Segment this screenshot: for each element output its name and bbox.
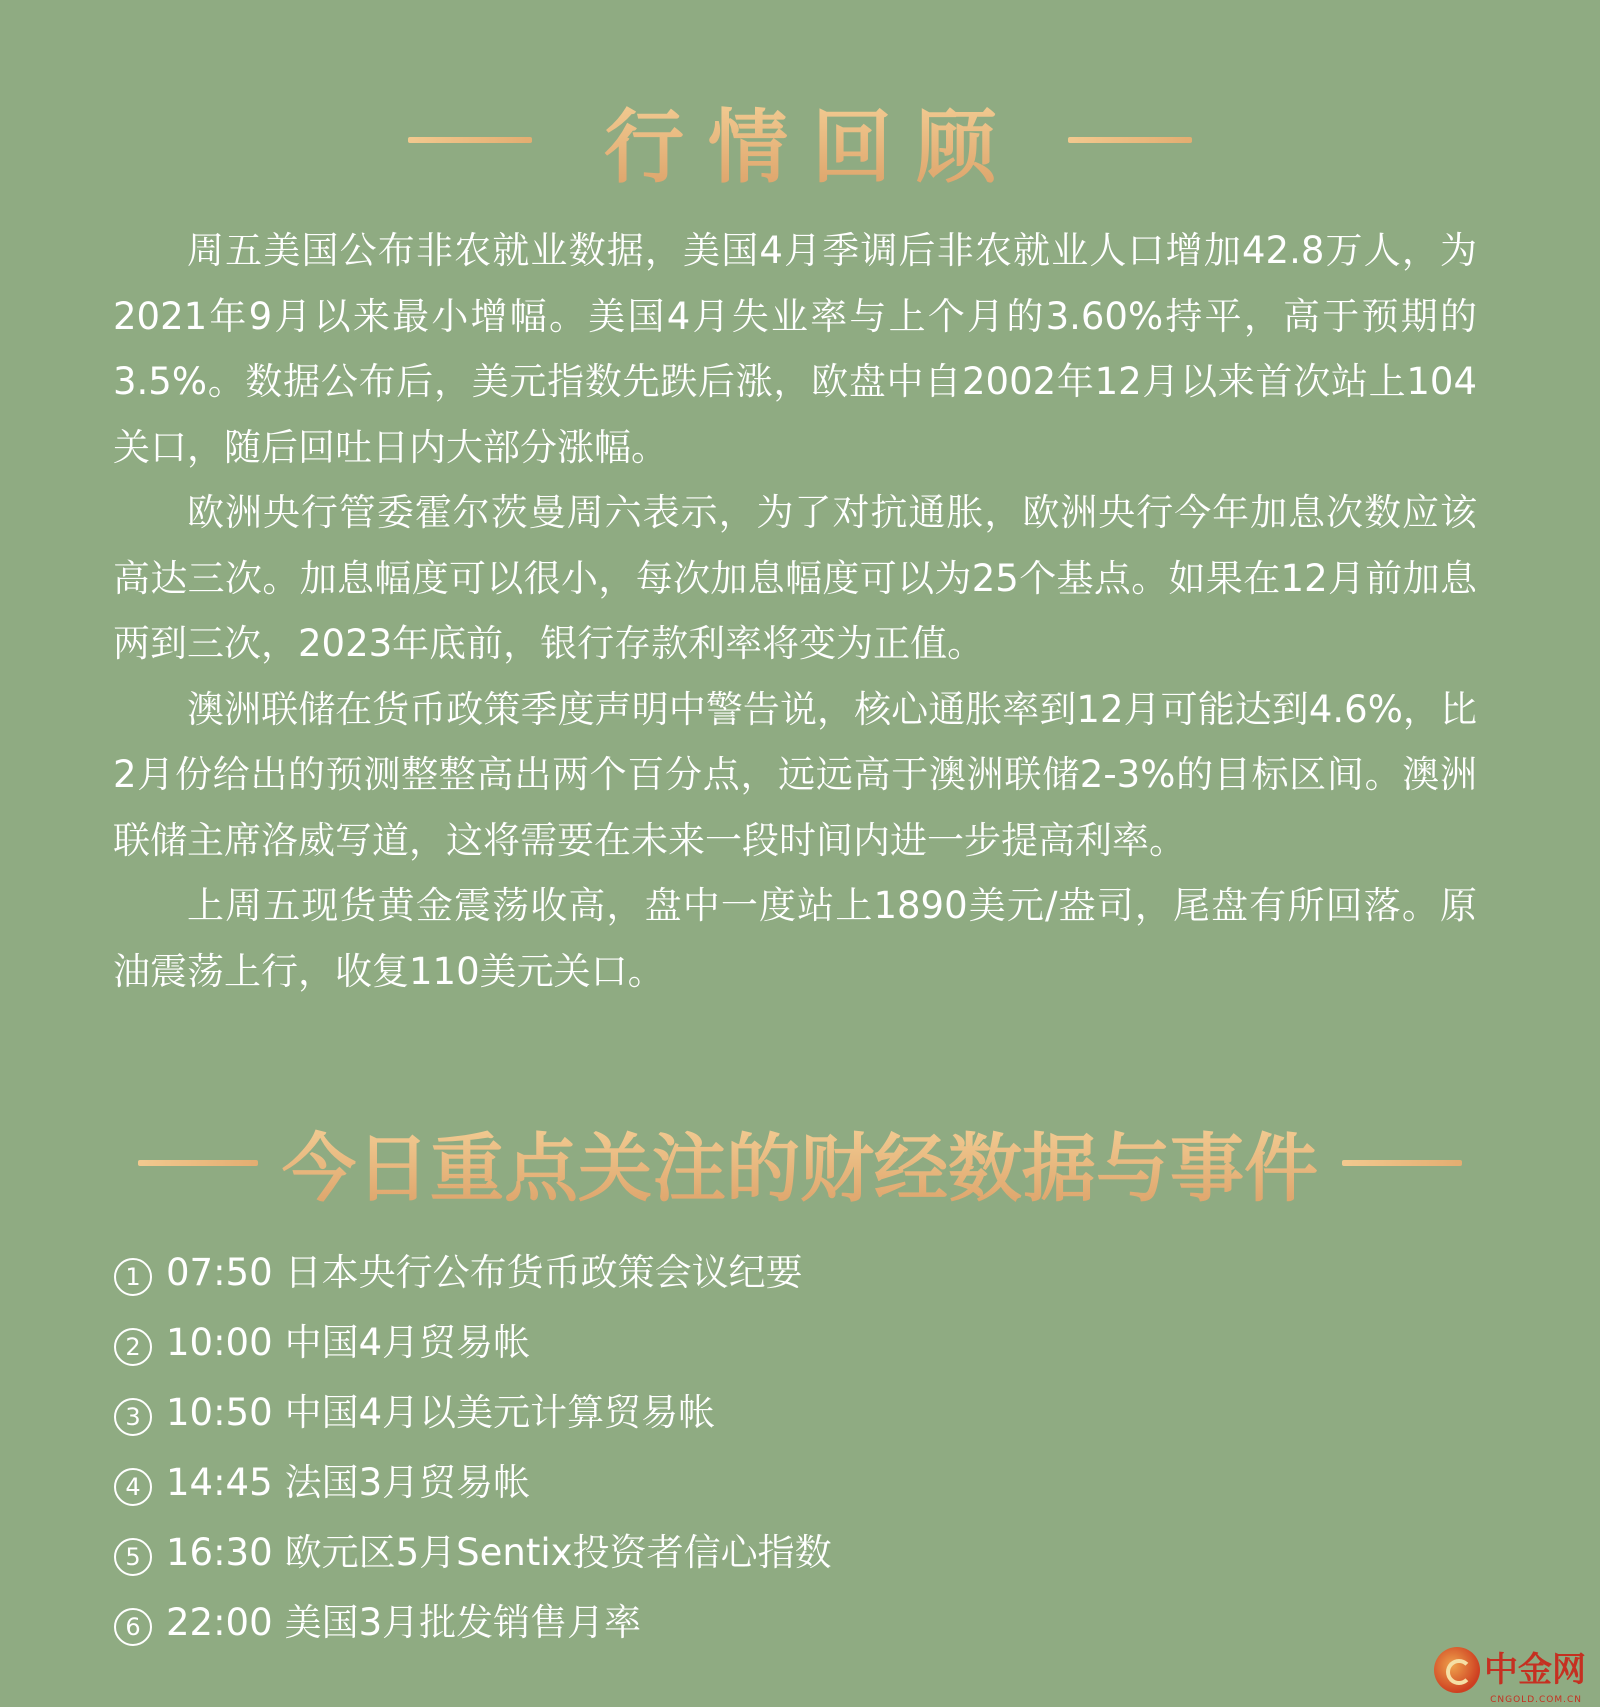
event-number-badge: 4 (114, 1468, 152, 1506)
title-right-dash (1068, 137, 1192, 143)
event-time: 10:00 (166, 1321, 273, 1364)
event-text: 法国3月贸易帐 (284, 1461, 531, 1504)
logo-name: 中金网 (1484, 1650, 1586, 1690)
market-review-body (113, 218, 1477, 1004)
list-item (114, 1308, 1314, 1378)
review-paragraph: 澳洲联储在货币政策季度声明中警告说，核心通胀率到12月可能达到4.6%，比2月份给出的预测整整高出两个百分点，远远高于澳洲联储2-3%的目标区间。澳洲联储主席洛威写道，这将需要在未来一段时间内进一步提高利率。 (113, 687, 1477, 862)
event-text: 日本央行公布货币政策会议纪要 (284, 1251, 803, 1294)
event-number-badge: 3 (114, 1398, 152, 1436)
watermark-logo (1434, 1647, 1586, 1705)
event-time: 14:45 (166, 1461, 273, 1504)
list-item (114, 1448, 1314, 1518)
event-time: 10:50 (166, 1391, 273, 1434)
logo-icon (1434, 1647, 1480, 1693)
event-text: 中国4月以美元计算贸易帐 (284, 1391, 716, 1434)
list-item (114, 1238, 1314, 1308)
event-number-badge: 6 (114, 1608, 152, 1646)
event-text: 欧元区5月Sentix投资者信心指数 (284, 1531, 832, 1574)
event-number-badge: 1 (114, 1258, 152, 1296)
market-review-title: 行情回顾 (604, 83, 1020, 198)
event-number-badge: 5 (114, 1538, 152, 1576)
list-item (114, 1518, 1314, 1588)
logo-subtext: CNGOLD.COM.CN (1490, 1695, 1582, 1705)
key-events-header (0, 1118, 1600, 1212)
list-item (114, 1588, 1314, 1658)
event-number-badge: 2 (114, 1328, 152, 1366)
review-paragraph: 上周五现货黄金震荡收高，盘中一度站上1890美元/盎司，尾盘有所回落。原油震荡上行，收复110美元关口。 (113, 884, 1477, 993)
event-text: 中国4月贸易帐 (284, 1321, 531, 1364)
key-events-title: 今日重点关注的财经数据与事件 (282, 1110, 1318, 1216)
review-paragraph: 欧洲央行管委霍尔茨曼周六表示，为了对抗通胀，欧洲央行今年加息次数应该高达三次。加息幅度可以很小，每次加息幅度可以为25个基点。如果在12月前加息两到三次，2023年底前，银行存款利率将变为正值。 (113, 491, 1477, 665)
title-left-dash (408, 137, 532, 143)
title-right-dash (1342, 1160, 1462, 1166)
event-time: 16:30 (166, 1531, 273, 1574)
event-time: 07:50 (166, 1251, 273, 1294)
event-text: 美国3月批发销售月率 (284, 1601, 642, 1644)
list-item (114, 1378, 1314, 1448)
review-paragraph: 周五美国公布非农就业数据，美国4月季调后非农就业人口增加42.8万人，为2021年9月以来最小增幅。美国4月失业率与上个月的3.60%持平，高于预期的3.5%。数据公布后，美元指数先跌后涨，欧盘中自2002年12月以来首次站上104关口，随后回吐日内大部分涨幅。 (113, 229, 1477, 469)
market-review-header (0, 95, 1600, 194)
key-events-list (114, 1238, 1314, 1658)
title-left-dash (138, 1160, 258, 1166)
event-time: 22:00 (166, 1601, 273, 1644)
